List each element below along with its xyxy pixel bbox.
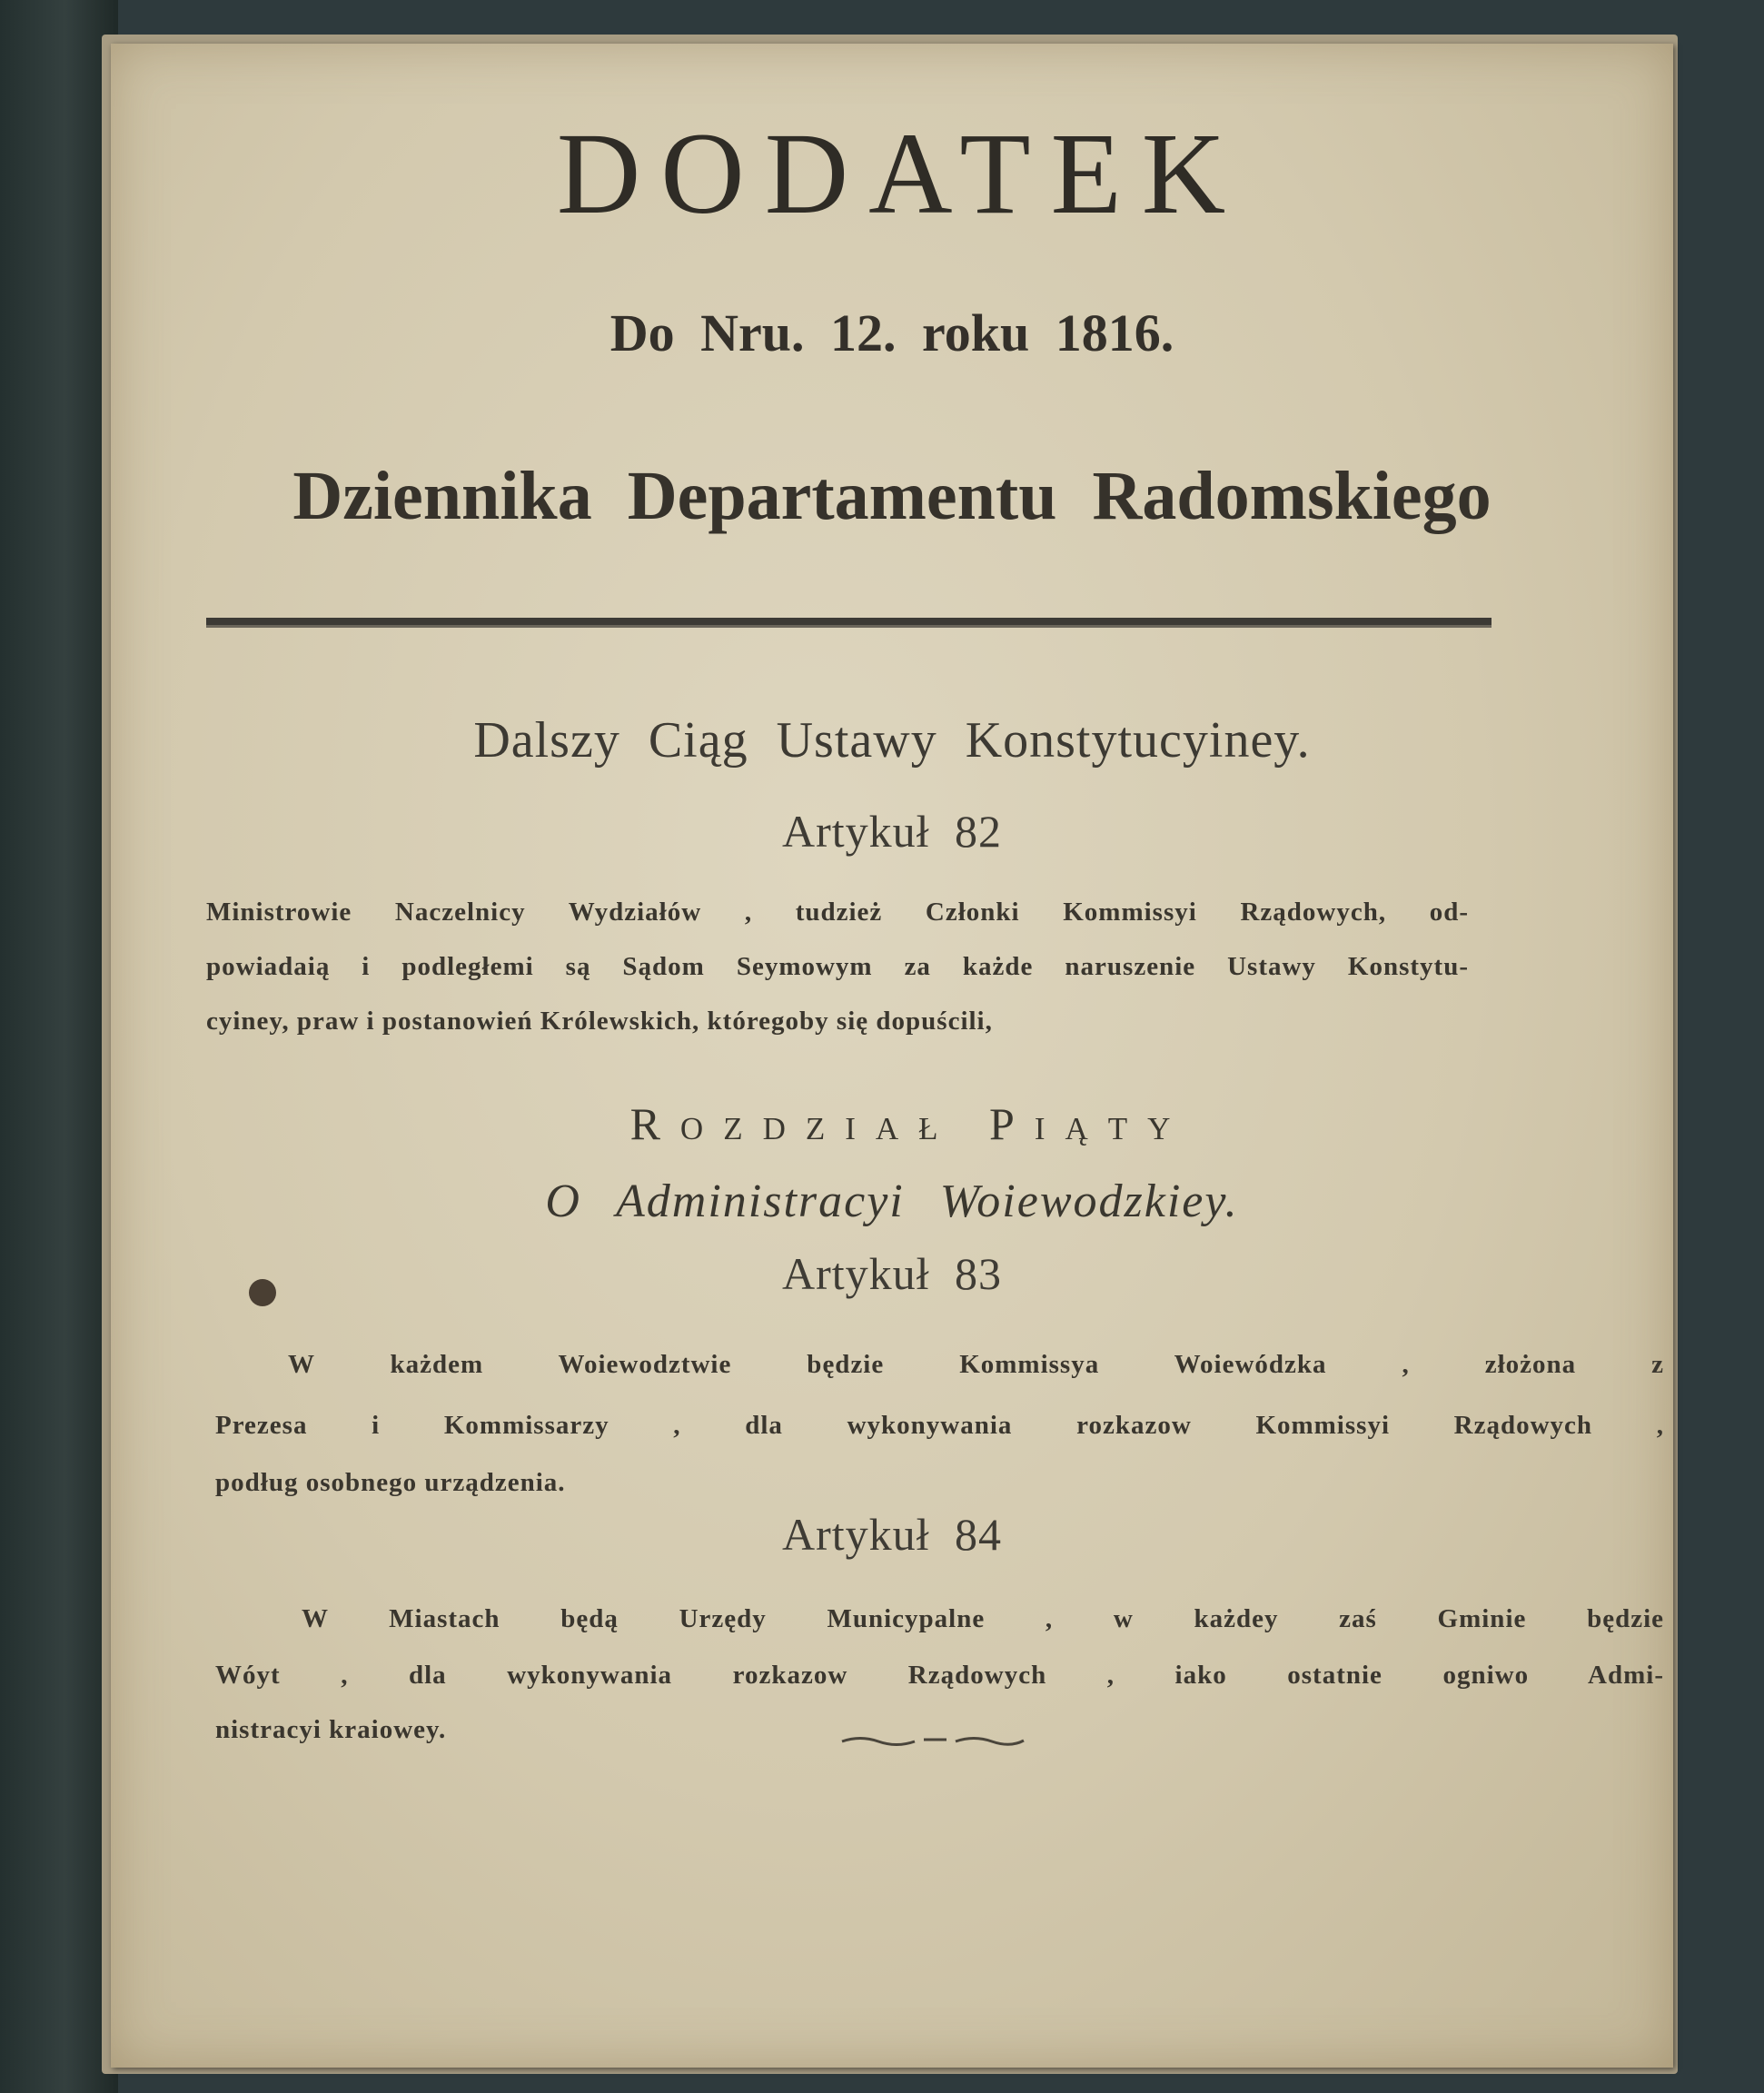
article-84-line-3: nistracyi kraiowey. (215, 1715, 447, 1744)
article-84-line-2: Wóyt , dla wykonywania rozkazow Rządowych , iako ostatnie ogniwo Admi- (215, 1661, 1664, 1690)
document-title: DODATEK (556, 109, 1246, 238)
article-84-line-1: W Miastach będą Urzędy Municypalne , w każdey zaś Gminie będzie (302, 1604, 1664, 1633)
article-83-line-3: podług osobnego urządzenia. (215, 1468, 566, 1497)
ink-blot (249, 1279, 276, 1306)
article-83-heading: Artykuł 83 (781, 1248, 1003, 1299)
journal-name: Dziennika Departamentu Radomskiego (292, 458, 1491, 534)
book-binding (0, 0, 118, 2093)
article-84-heading: Artykuł 84 (781, 1509, 1003, 1560)
end-ornament (837, 1733, 1028, 1746)
article-82-line-1: Ministrowie Naczelnicy Wydziałów , tudzież Członki Kommissyi Rządowych, od- (206, 898, 1469, 927)
section-title: Dalszy Ciąg Ustawy Konstytucyiney. (473, 712, 1311, 769)
article-83-line-2: Prezesa i Kommissarzy , dla wykonywania rozkazow Kommissyi Rządowych , (215, 1411, 1664, 1440)
chapter-title: Rozdział Piąty (629, 1098, 1191, 1149)
document-page (111, 44, 1673, 2068)
chapter-subtitle: O Administracyi Woiewodzkiey. (545, 1175, 1239, 1227)
article-83-line-1: W każdem Woiewodztwie będzie Kommissya Woiewódzka , złożona z (288, 1350, 1664, 1379)
article-82-heading: Artykuł 82 (781, 806, 1003, 857)
article-82-line-2: powiadaią i podległemi są Sądom Seymowym za każde naruszenie Ustawy Konstytu- (206, 952, 1469, 981)
header-rule (206, 618, 1491, 628)
issue-line: Do Nru. 12. roku 1816. (609, 303, 1174, 362)
article-82-line-3: cyiney, praw i postanowień Królewskich, któregoby się dopuścili, (206, 1007, 993, 1036)
